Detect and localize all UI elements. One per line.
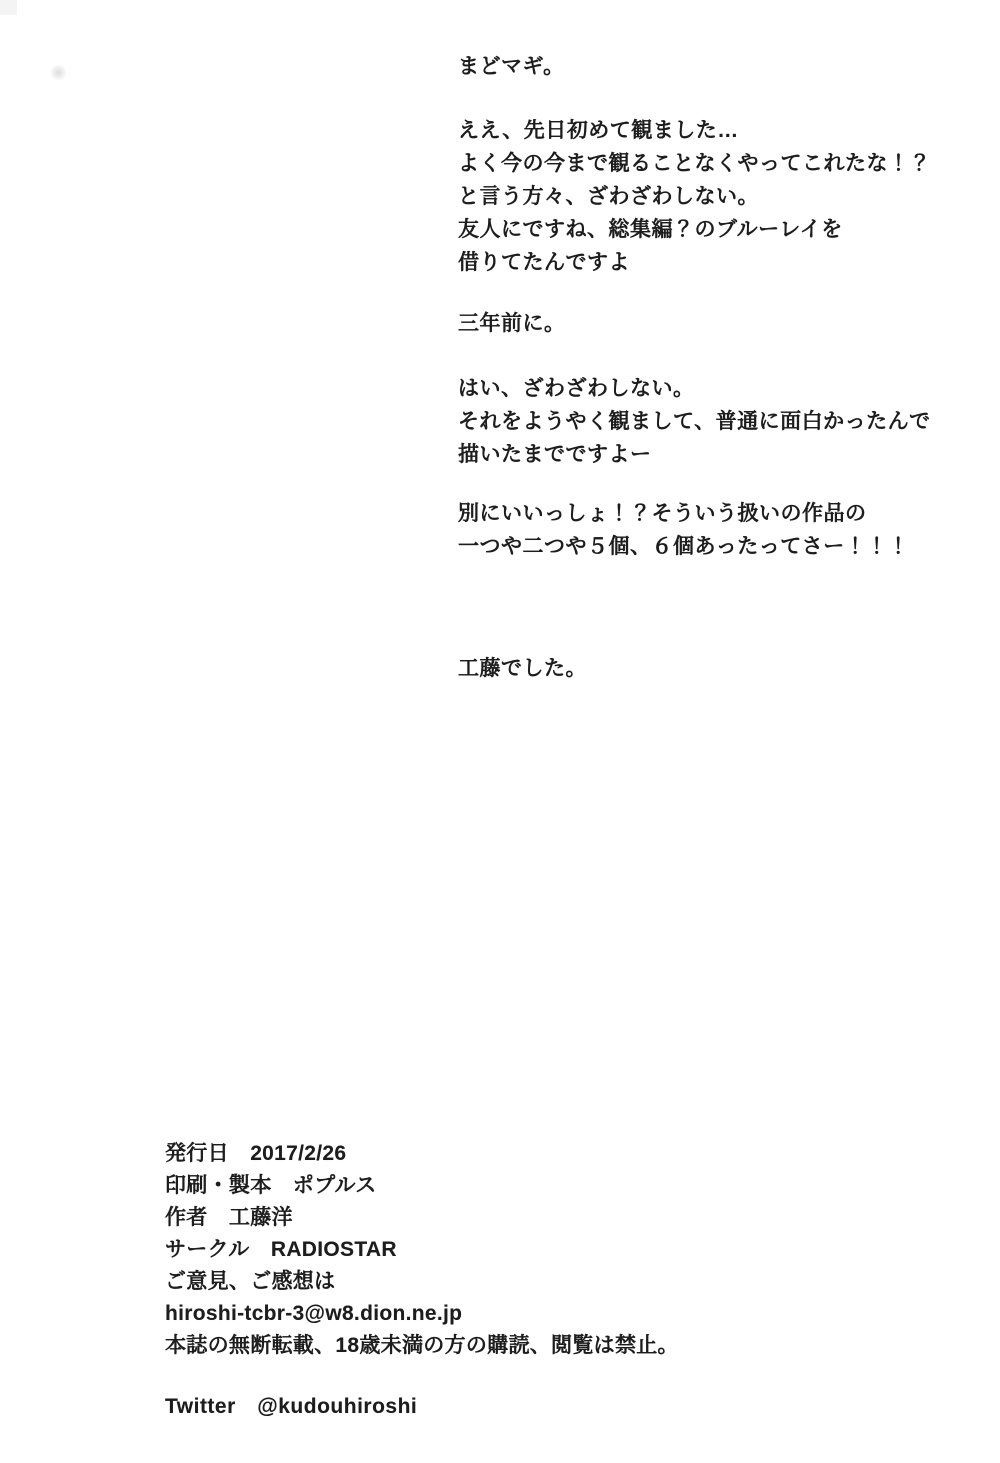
afterword-signoff bbox=[458, 652, 587, 685]
scan-artifact-speck bbox=[50, 64, 67, 81]
reprint-notice: 本誌の無断転載、18歳未満の方の購読、閲覧は禁止。 bbox=[165, 1334, 679, 1357]
afterword-line: 工藤でした。 bbox=[458, 657, 587, 680]
afterword-line: よく今の今まで観ることなくやってこれたな！？ bbox=[458, 152, 931, 175]
afterword-paragraph bbox=[458, 50, 565, 83]
printer-binder: 印刷・製本 ポプルス bbox=[165, 1174, 377, 1197]
afterword-paragraph bbox=[458, 307, 566, 340]
contact-email: hiroshi-tcbr-3@w8.dion.ne.jp bbox=[165, 1302, 463, 1325]
afterword-line: と言う方々、ざわざわしない。 bbox=[458, 185, 759, 208]
afterword-line: 三年前に。 bbox=[458, 312, 566, 335]
afterword-line: 友人にですね、総集編？のブルーレイを bbox=[458, 218, 843, 241]
afterword-paragraph bbox=[458, 114, 931, 279]
afterword-line: それをようやく観まして、普通に面白かったんで bbox=[458, 410, 931, 433]
afterword-line: 描いたまでですよー bbox=[458, 443, 652, 466]
twitter-handle: Twitter @kudouhiroshi bbox=[165, 1395, 418, 1418]
afterword-line: ええ、先日初めて観ました… bbox=[458, 119, 739, 142]
afterword-paragraph bbox=[458, 497, 909, 563]
afterword-line: はい、ざわざわしない。 bbox=[458, 377, 695, 400]
author-name: 作者 工藤洋 bbox=[165, 1206, 293, 1229]
afterword-line: 一つや二つや５個、６個あったってさー！！！ bbox=[458, 535, 910, 558]
scan-artifact-corner bbox=[0, 0, 17, 15]
afterword-line: 借りてたんですよ bbox=[458, 251, 630, 274]
publish-date: 発行日 2017/2/26 bbox=[165, 1142, 347, 1165]
feedback-label: ご意見、ご感想は bbox=[165, 1270, 336, 1293]
afterword-line: 別にいいっしょ！？そういう扱いの作品の bbox=[458, 502, 867, 525]
colophon bbox=[165, 1138, 679, 1362]
afterword-line: まどマギ。 bbox=[458, 55, 565, 78]
afterword-paragraph bbox=[458, 372, 931, 471]
circle-name: サークル RADIOSTAR bbox=[165, 1238, 397, 1261]
